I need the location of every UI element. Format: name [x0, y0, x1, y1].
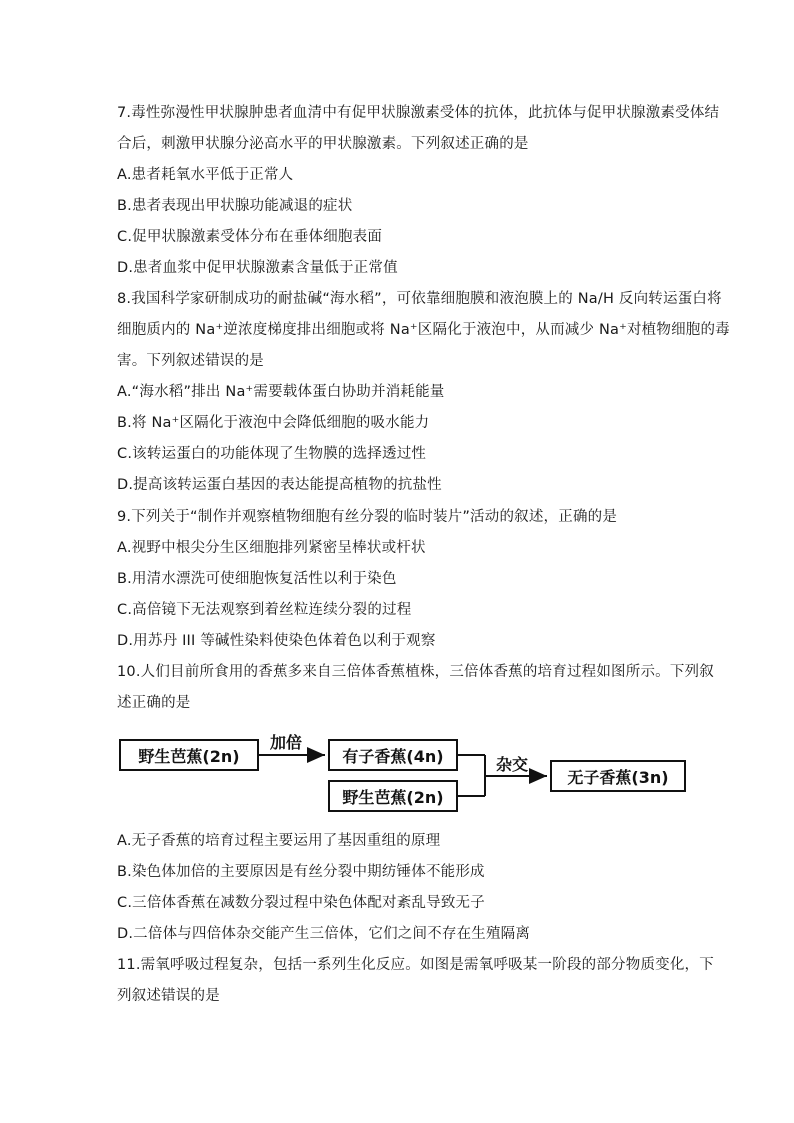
q7-option-c: C.促甲状腺激素受体分布在垂体细胞表面 [117, 229, 383, 245]
breeding-flow-diagram [110, 726, 700, 818]
q9-stem: 9.下列关于“制作并观察植物细胞有丝分裂的临时装片”活动的叙述，正确的是 [117, 509, 618, 525]
q11-stem: 11.需氧呼吸过程复杂，包括一系列生化反应。如图是需氧呼吸某一阶段的部分物质变化，下 [117, 957, 714, 973]
q9-option-b: B.用清水漂洗可使细胞恢复活性以利于染色 [117, 571, 397, 587]
q8-option-b: B.将 Na⁺区隔化于液泡中会降低细胞的吸水能力 [117, 415, 430, 431]
box-seeded-banana-4n: 有子香蕉(4n) [328, 739, 458, 771]
label-double: 加倍 [270, 733, 303, 752]
q7-option-a: A.患者耗氧水平低于正常人 [117, 167, 294, 183]
q9-option-a: A.视野中根尖分生区细胞排列紧密呈棒状或杆状 [117, 540, 426, 556]
q7-stem-cont: 合后，刺激甲状腺分泌高水平的甲状腺激素。下列叙述正确的是 [117, 136, 529, 152]
q7-stem: 7.毒性弥漫性甲状腺肿患者血清中有促甲状腺激素受体的抗体，此抗体与促甲状腺激素受体结 [117, 105, 720, 121]
q10-stem-cont: 述正确的是 [117, 695, 191, 711]
box-seedless-banana-3n: 无子香蕉(3n) [550, 760, 686, 792]
q10-option-c: C.三倍体香蕉在减数分裂过程中染色体配对紊乱导致无子 [117, 895, 485, 911]
q9-option-d: D.用苏丹 III 等碱性染料使染色体着色以利于观察 [117, 633, 436, 649]
q8-option-a: A.“海水稻”排出 Na⁺需要载体蛋白协助并消耗能量 [117, 384, 445, 400]
q10-stem: 10.人们目前所食用的香蕉多来自三倍体香蕉植株，三倍体香蕉的培育过程如图所示。下列叙 [117, 664, 714, 680]
label-cross: 杂交 [496, 755, 529, 774]
q8-stem: 8.我国科学家研制成功的耐盐碱“海水稻”，可依靠细胞膜和液泡膜上的 Na/H 反向转运蛋白将 [117, 291, 722, 307]
q10-option-a: A.无子香蕉的培育过程主要运用了基因重组的原理 [117, 833, 441, 849]
q8-stem-cont: 细胞质内的 Na⁺逆浓度梯度排出细胞或将 Na⁺区隔化于液泡中，从而减少 Na⁺对植物细胞的毒 [117, 322, 730, 338]
q8-stem-cont2: 害。下列叙述错误的是 [117, 353, 264, 369]
box-wild-banana-2n: 野生芭蕉(2n) [119, 739, 259, 771]
q8-option-d: D.提高该转运蛋白基因的表达能提高植物的抗盐性 [117, 477, 442, 493]
q10-option-b: B.染色体加倍的主要原因是有丝分裂中期纺锤体不能形成 [117, 864, 485, 880]
q11-stem-cont: 列叙述错误的是 [117, 988, 220, 1004]
q7-option-b: B.患者表现出甲状腺功能减退的症状 [117, 198, 353, 214]
q7-option-d: D.患者血浆中促甲状腺激素含量低于正常值 [117, 260, 398, 276]
q10-option-d: D.二倍体与四倍体杂交能产生三倍体，它们之间不存在生殖隔离 [117, 926, 531, 942]
q8-option-c: C.该转运蛋白的功能体现了生物膜的选择透过性 [117, 446, 427, 462]
box-wild-banana-2n-second: 野生芭蕉(2n) [328, 780, 458, 812]
q9-option-c: C.高倍镜下无法观察到着丝粒连续分裂的过程 [117, 602, 412, 618]
